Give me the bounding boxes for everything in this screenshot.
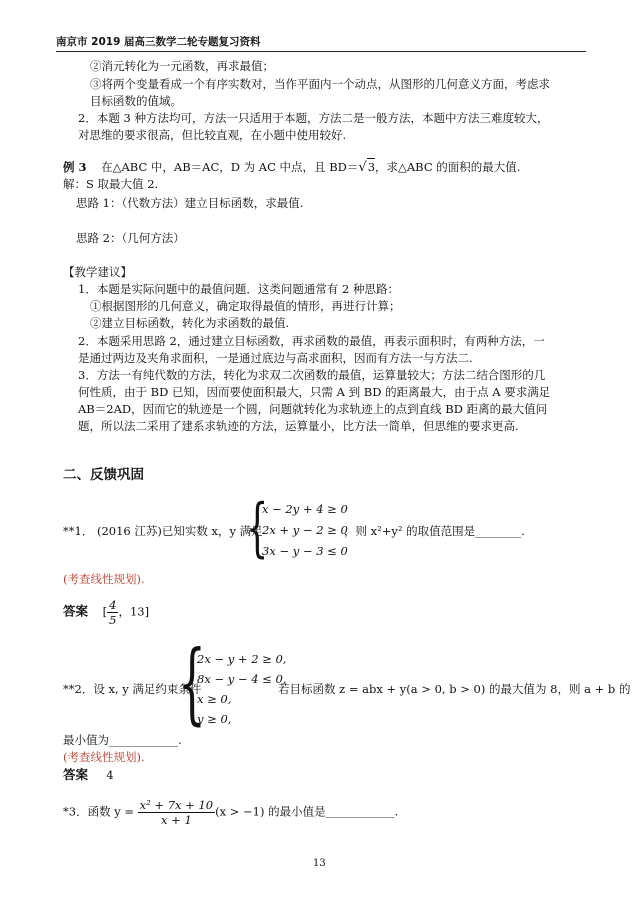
q1-note: (考查线性规划). [63,572,145,586]
section-2-title: 二、反馈巩固 [63,467,144,483]
q3-prefix: *3．函数 y = [63,804,135,819]
q2-suffix: 若目标函数 z = abx + y(a > 0, b > 0) 的最大值为 8，则 a + b 的 [278,682,631,696]
teaching-point-1: 1．本题是实际问题中的最值问题．这类问题通常有 2 种思路： [78,282,399,296]
teaching-point-1a: ①根据图形的几何意义，确定取得最值的情形，再进行计算； [90,299,401,313]
method-item-3: ③将两个变量看成一个有序实数对，当作平面内一个动点，从图形的几何意义方面，考虑求目标函数的值域。 [90,77,550,108]
q1-answer-fraction: $\frac{4}{5}$ [109,598,117,627]
teaching-point-2: 2．本题采用思路 2，通过建立目标函数，再求函数的最值，再表示面积时，有两种方法，一是通过两边及夹角求面积，一是通过底边与高求面积，因而有方法一与方法二. [78,334,545,365]
example-sqrt-value: 3 [367,160,376,174]
q2-answer-value: 4 [106,768,114,782]
q1-ineq-2: 2x + y − 2 ≥ 0 [262,523,348,537]
example-text-a: 在△ABC 中，AB＝AC，D 为 AC 中点，且 BD＝ [101,160,359,174]
q2-ineq-2: 8x − y − 4 ≤ 0, [197,672,287,686]
example-text-b: ，求△ABC 的面积的最大值. [375,160,521,174]
point-2: 2．本题 3 种方法均可，方法一只适用于本题，方法二是一般方法，本题中方法三难度较大，对思维的要求很高，但比较直观，在小题中使用较好. [78,111,549,142]
example-label: 例 3 [63,160,87,174]
q1-prefix: **1． (2016 江苏)已知实数 x，y 满足 [63,524,263,538]
q1-brace: { [246,491,269,565]
q2-line-2: 最小值为____________. [63,733,182,747]
example-solution: 解：S 取最大值 2. [63,177,159,191]
page-number: 13 [313,858,326,869]
example-3: 例 3 在△ABC 中，AB＝AC，D 为 AC 中点，且 BD＝√3，求△ABC 的面积的最大值. [63,160,521,175]
page-header: 南京市 2019 届高三数学二轮专题复习资料 [56,34,586,52]
q1-ineq-1: x − 2y + 4 ≥ 0 [262,502,348,516]
idea-2: 思路 2：（几何方法） [76,231,185,245]
q3-fraction: $\frac{\text{x² + 7x + 10}}{x + 1}$ [139,798,214,827]
q3 [63,798,398,827]
q2-prefix: **2．设 x, y 满足约束条件 [63,682,202,696]
q3-suffix: (x > −1) 的最小值是____________. [215,804,399,819]
q1-suffix: ，则 x²+y² 的取值范围是________. [344,524,525,538]
method-item-2: ②消元转化为一元函数，再求最值； [90,59,274,73]
q1-ineq-3: 3x − y − 3 ≤ 0 [262,544,348,558]
q2-answer [63,766,114,784]
idea-1: 思路 1：（代数方法）建立目标函数，求最值. [76,196,304,210]
q2-brace: { [178,631,206,734]
teaching-point-3: 3．方法一有纯代数的方法，转化为求双二次函数的最值，运算量较大；方法二结合图形的几何性质，由于 BD 已知，因而要使面积最大，只需 A 到 BD 的距离最大，由于点 A 要求满足 AB＝2AD，因而它的轨迹是一个圆，问题就转化为求轨迹上的点到直线 BD 距离的最大值问题，所以法二采用了建系求轨迹的方法，运算量小，比方法一简单，但思维的要求更高. [78,368,551,433]
q2-ineq-4: y ≥ 0, [197,712,232,726]
teaching-point-1b: ②建立目标函数，转化为求函数的最值. [90,316,290,330]
q2-ineq-3: x ≥ 0, [197,692,232,706]
q2-answer-label: 答案 [63,767,89,782]
q2-ineq-1: 2x − y + 2 ≥ 0, [197,652,287,666]
teaching-title: 【教学建议】 [63,265,132,279]
q1-answer-label: 答案 [63,603,89,619]
q2-note: (考查线性规划). [63,750,145,764]
q1-answer: 答案 [ $\frac{4}{5}$ ，13] [63,598,150,627]
